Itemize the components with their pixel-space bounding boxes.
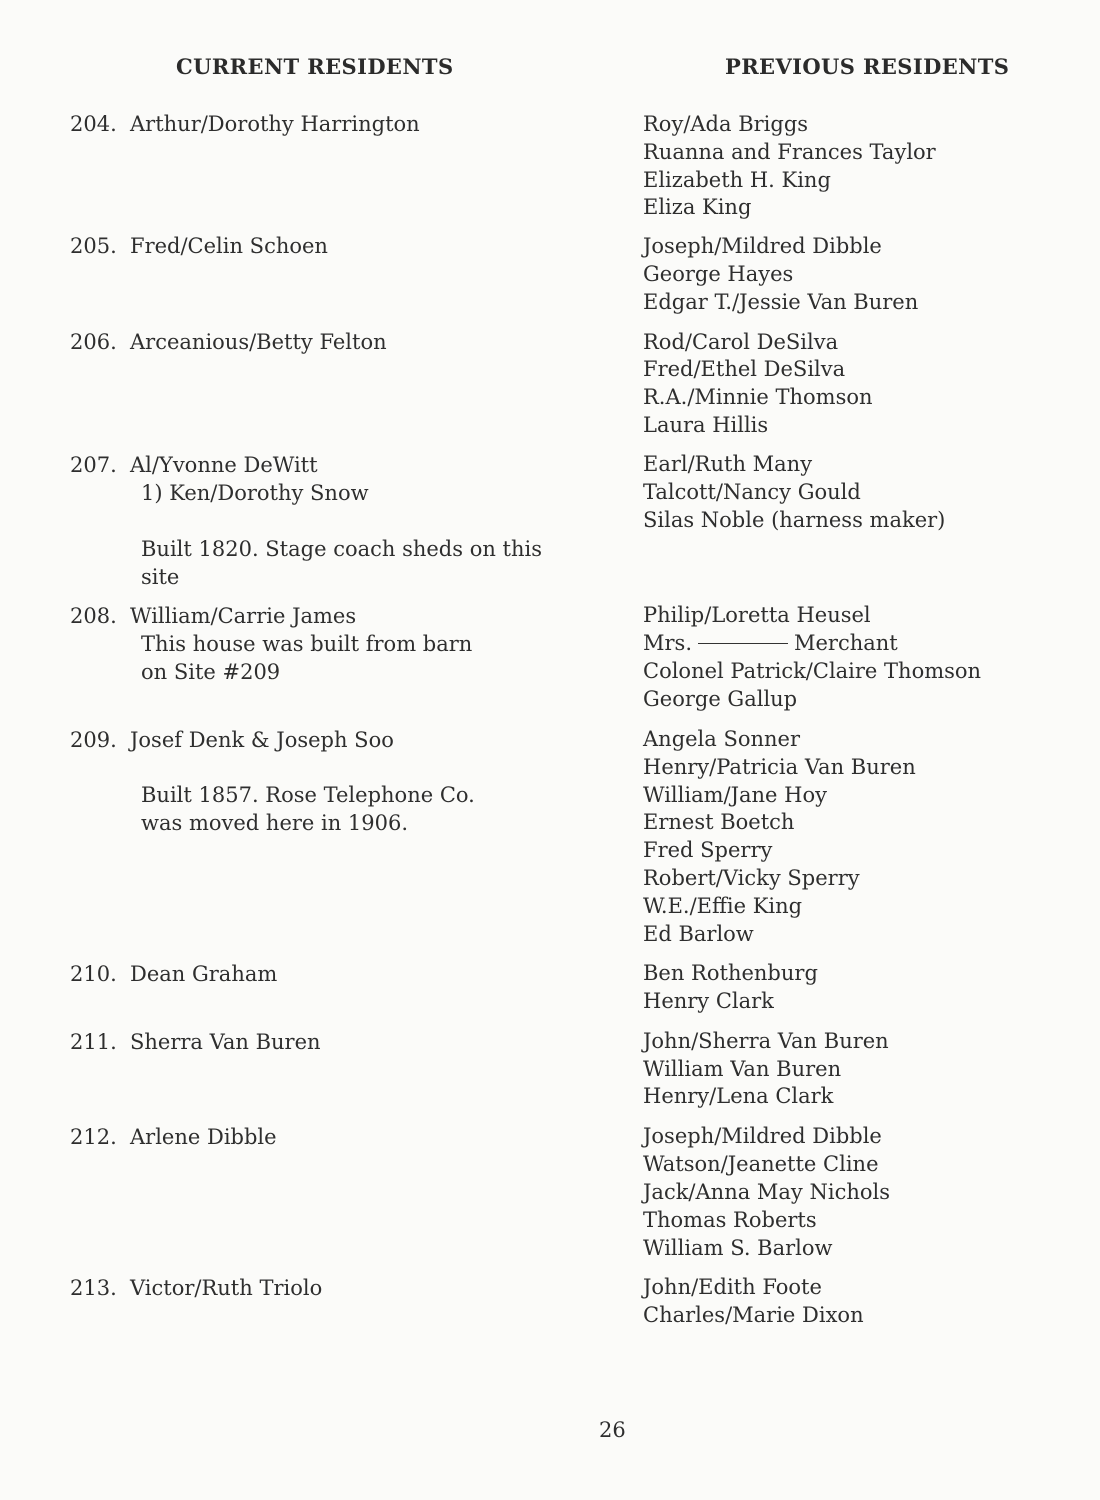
previous-resident: Joseph/Mildred Dibble (643, 234, 882, 258)
current-resident: Arthur/Dorothy Harrington (130, 112, 420, 136)
previous-resident: John/Edith Foote (643, 1275, 822, 1299)
previous-resident: Jack/Anna May Nichols (643, 1180, 890, 1204)
previous-resident-with-blank (643, 629, 898, 657)
previous-resident: Henry Clark (643, 989, 774, 1013)
previous-resident: Ruanna and Frances Taylor (643, 140, 936, 164)
previous-resident: Angela Sonner (643, 727, 801, 751)
blank-line (698, 643, 788, 644)
entry-number: 211. (70, 1030, 117, 1054)
resident-note: Built 1857. Rose Telephone Co. (141, 783, 475, 807)
previous-resident: George Hayes (643, 262, 794, 286)
previous-resident: Fred Sperry (643, 838, 773, 862)
previous-resident: Robert/Vicky Sperry (643, 866, 860, 890)
previous-residents-header: PREVIOUS RESIDENTS (725, 54, 1010, 79)
entry-number: 209. (70, 728, 117, 752)
entry-number: 204. (70, 112, 117, 136)
current-resident: William/Carrie James (130, 604, 357, 628)
previous-resident: Rod/Carol DeSilva (643, 330, 839, 354)
entry-number: 205. (70, 234, 117, 258)
resident-note: site (141, 565, 180, 589)
resident-note: This house was built from barn (141, 632, 473, 656)
current-resident: Arlene Dibble (130, 1125, 277, 1149)
previous-resident: Ed Barlow (643, 922, 754, 946)
previous-resident: John/Sherra Van Buren (643, 1029, 889, 1053)
current-resident: Sherra Van Buren (130, 1030, 321, 1054)
previous-resident: Eliza King (643, 195, 752, 219)
previous-resident: Fred/Ethel DeSilva (643, 357, 846, 381)
previous-resident: Edgar T./Jessie Van Buren (643, 290, 919, 314)
entry-number: 207. (70, 453, 117, 477)
resident-note: was moved here in 1906. (141, 811, 409, 835)
current-residents-header: CURRENT RESIDENTS (176, 54, 454, 79)
current-resident: Dean Graham (130, 962, 278, 986)
entry-number: 210. (70, 962, 117, 986)
previous-resident: Roy/Ada Briggs (643, 112, 809, 136)
previous-resident: Earl/Ruth Many (643, 452, 813, 476)
previous-resident: Silas Noble (harness maker) (643, 508, 946, 532)
previous-resident: R.A./Minnie Thomson (643, 385, 873, 409)
previous-resident: Joseph/Mildred Dibble (643, 1124, 882, 1148)
current-resident: Fred/Celin Schoen (130, 234, 328, 258)
previous-resident: Henry/Lena Clark (643, 1084, 834, 1108)
previous-resident: Ben Rothenburg (643, 961, 818, 985)
previous-resident: Charles/Marie Dixon (643, 1303, 864, 1327)
entry-number: 206. (70, 330, 117, 354)
previous-resident: Watson/Jeanette Cline (643, 1152, 879, 1176)
previous-resident: Colonel Patrick/Claire Thomson (643, 659, 982, 683)
previous-resident: Laura Hillis (643, 413, 769, 437)
previous-resident: Philip/Loretta Heusel (643, 603, 871, 627)
previous-resident: Henry/Patricia Van Buren (643, 755, 916, 779)
previous-resident: William/Jane Hoy (643, 783, 827, 807)
merchant-suffix: Merchant (794, 631, 898, 655)
previous-resident: W.E./Effie King (643, 894, 803, 918)
previous-resident: Thomas Roberts (643, 1208, 817, 1232)
previous-resident: Talcott/Nancy Gould (643, 480, 861, 504)
previous-resident: Ernest Boetch (643, 810, 795, 834)
current-resident: Arceanious/Betty Felton (130, 330, 387, 354)
entry-number: 212. (70, 1125, 117, 1149)
entry-number: 213. (70, 1276, 117, 1300)
previous-resident: William Van Buren (643, 1057, 842, 1081)
page-number: 26 (599, 1418, 626, 1442)
current-resident: Josef Denk & Joseph Soo (130, 728, 394, 752)
entry-number: 208. (70, 604, 117, 628)
resident-note: on Site #209 (141, 660, 281, 684)
previous-resident: William S. Barlow (643, 1236, 833, 1260)
mrs-prefix: Mrs. (643, 631, 692, 655)
resident-note: Built 1820. Stage coach sheds on this (141, 537, 542, 561)
resident-note: 1) Ken/Dorothy Snow (141, 481, 369, 505)
previous-resident: George Gallup (643, 687, 798, 711)
current-resident: Victor/Ruth Triolo (130, 1276, 323, 1300)
current-resident: Al/Yvonne DeWitt (130, 453, 318, 477)
previous-resident: Elizabeth H. King (643, 168, 831, 192)
